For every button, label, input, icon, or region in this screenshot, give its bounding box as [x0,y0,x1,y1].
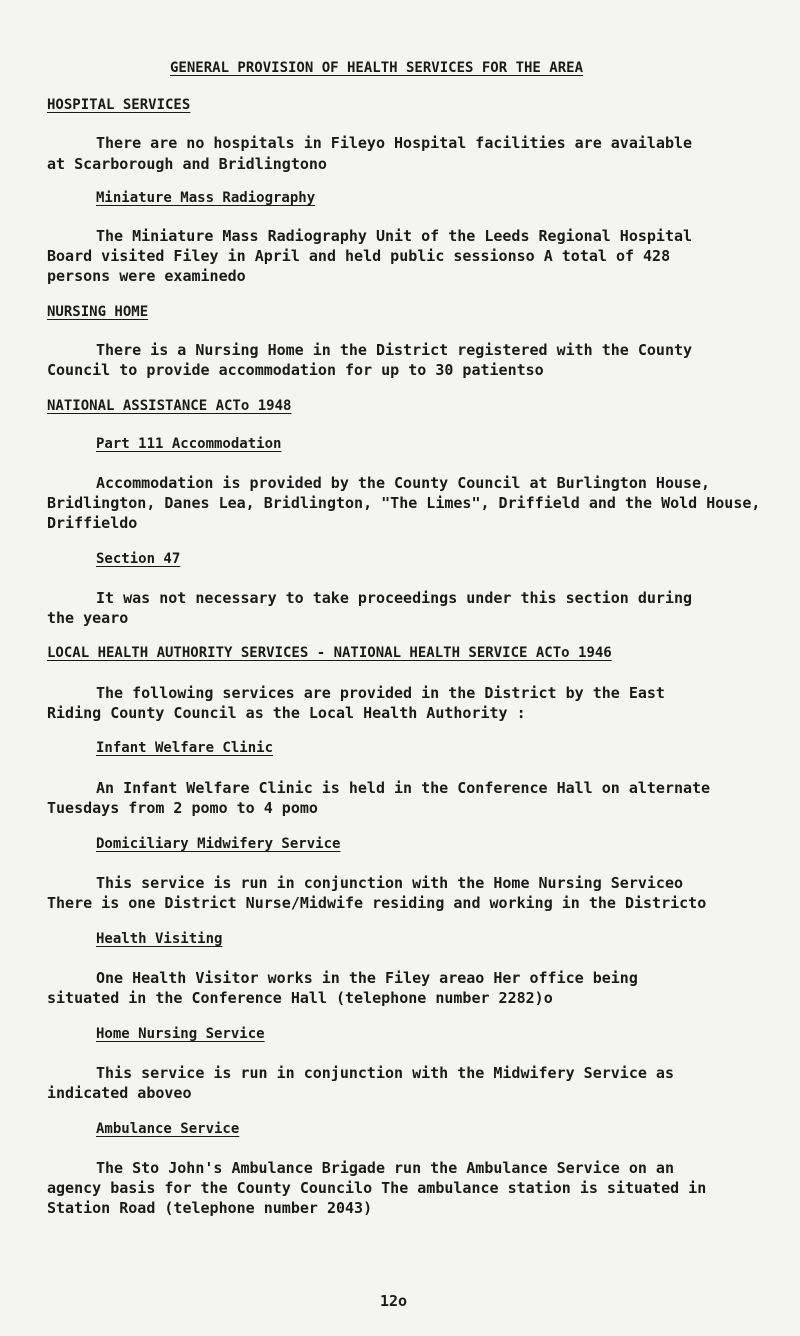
heading-health-visiting: Health Visiting [96,931,223,947]
page-number: 12o [380,1292,408,1310]
heading-section-47: Section 47 [96,551,181,567]
part3-line-3: Driffieldo [47,514,138,532]
heading-part-3-accommodation: Part 111 Accommodation [96,436,282,452]
nursing-home-line-1: There is a Nursing Home in the District registered with the County [96,341,693,359]
hv-line-2: situated in the Conference Hall (telephone number 2282)o [47,989,553,1007]
heading-hospital-services: HOSPITAL SERVICES [47,97,191,113]
heading-domiciliary-midwifery: Domiciliary Midwifery Service [96,836,341,852]
page-title: GENERAL PROVISION OF HEALTH SERVICES FOR THE AREA [170,60,584,76]
hospital-paragraph-line-2: at Scarborough and Bridlingtono [47,155,327,173]
part3-line-2: Bridlington, Danes Lea, Bridlington, "The Limes", Driffield and the Wold House, [47,494,761,512]
heading-ambulance-service: Ambulance Service [96,1121,240,1137]
heading-home-nursing-service: Home Nursing Service [96,1026,265,1042]
dms-line-2: There is one District Nurse/Midwife residing and working in the Districto [47,894,707,912]
heading-miniature-mass-radiography: Miniature Mass Radiography [96,190,316,206]
lha-intro-line-1: The following services are provided in the District by the East [96,684,665,702]
heading-nursing-home: NURSING HOME [47,304,149,320]
as-line-1: The Sto John's Ambulance Brigade run the Ambulance Service on an [96,1159,674,1177]
heading-local-health-authority: LOCAL HEALTH AUTHORITY SERVICES - NATIONAL HEALTH SERVICE ACTo 1946 [47,645,612,661]
mmr-paragraph-line-2: Board visited Filey in April and held public sessionso A total of 428 [47,247,671,265]
part3-line-1: Accommodation is provided by the County Council at Burlington House, [96,474,711,492]
heading-national-assistance-act: NATIONAL ASSISTANCE ACTo 1948 [47,398,292,414]
iwc-line-1: An Infant Welfare Clinic is held in the Conference Hall on alternate [96,779,711,797]
heading-infant-welfare-clinic: Infant Welfare Clinic [96,740,274,756]
as-line-2: agency basis for the County Councilo The ambulance station is situated in [47,1179,707,1197]
mmr-paragraph-line-1: The Miniature Mass Radiography Unit of the Leeds Regional Hospital [96,227,693,245]
as-line-3: Station Road (telephone number 2043) [47,1199,373,1217]
hospital-paragraph-line-1: There are no hospitals in Fileyo Hospital facilities are available [96,134,693,152]
lha-intro-line-2: Riding County Council as the Local Health Authority : [47,704,526,722]
iwc-line-2: Tuesdays from 2 pomo to 4 pomo [47,799,318,817]
nursing-home-line-2: Council to provide accommodation for up to 30 patientso [47,361,544,379]
hns-line-1: This service is run in conjunction with the Midwifery Service as [96,1064,674,1082]
section47-line-2: the yearo [47,609,129,627]
hns-line-2: indicated aboveo [47,1084,192,1102]
dms-line-1: This service is run in conjunction with the Home Nursing Serviceo [96,874,683,892]
section47-line-1: It was not necessary to take proceedings under this section during [96,589,693,607]
hv-line-1: One Health Visitor works in the Filey areao Her office being [96,969,638,987]
mmr-paragraph-line-3: persons were examinedo [47,267,246,285]
